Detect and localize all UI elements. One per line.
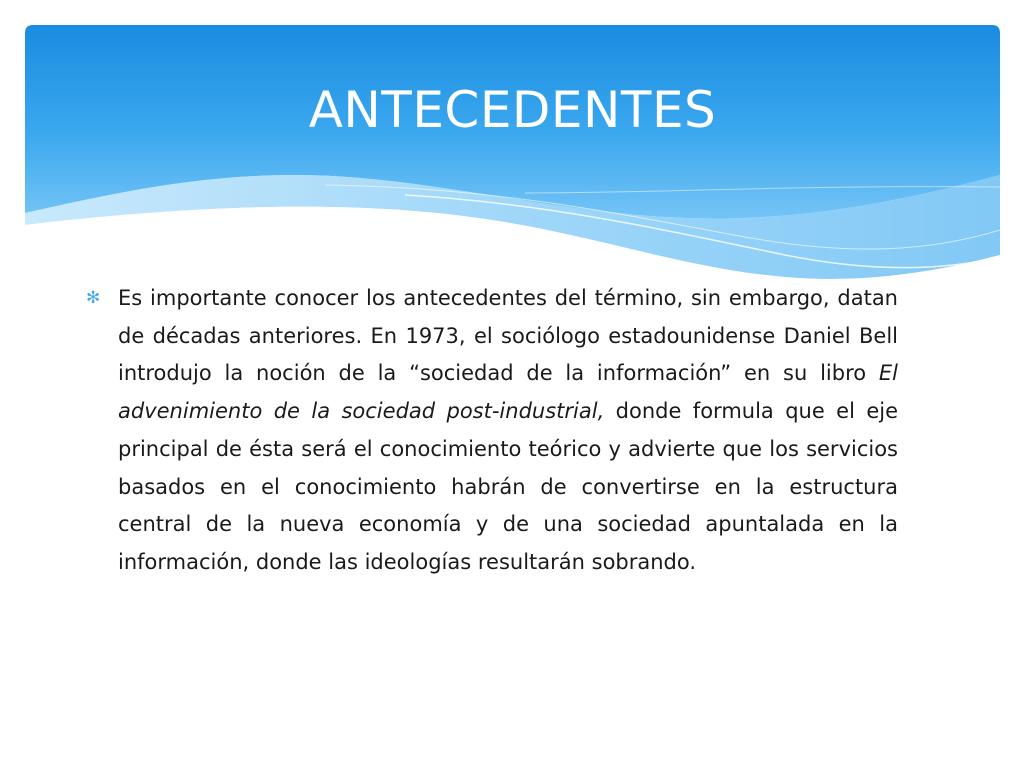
header-wave-band: [25, 25, 1000, 285]
bullet-paragraph: [118, 280, 898, 582]
header-wave-graphic: [25, 25, 1000, 285]
slide-title: ANTECEDENTES: [308, 81, 717, 139]
bullet-text-intro: Es importante conocer los antecedentes del término, sin embargo, datan de décadas anteriores. En 1973, el sociólogo estadounidense Daniel Bell introdujo la noción de la “sociedad de la información” en su libro: [118, 286, 898, 386]
book-title: El advenimiento de la sociedad post-industrial,: [118, 361, 898, 424]
slide-content: [86, 280, 898, 582]
bullet-text-conclusion: donde formula que el eje principal de ésta será el conocimiento teórico y advierte que los servicios basados en el conocimiento habrán de convertirse en la estructura central de la nueva economía y de una sociedad apuntalada en la información, donde las ideologías resultarán sobrando.: [118, 399, 898, 574]
asterisk-icon: ✻: [86, 288, 101, 308]
bullet-item: [86, 280, 898, 582]
